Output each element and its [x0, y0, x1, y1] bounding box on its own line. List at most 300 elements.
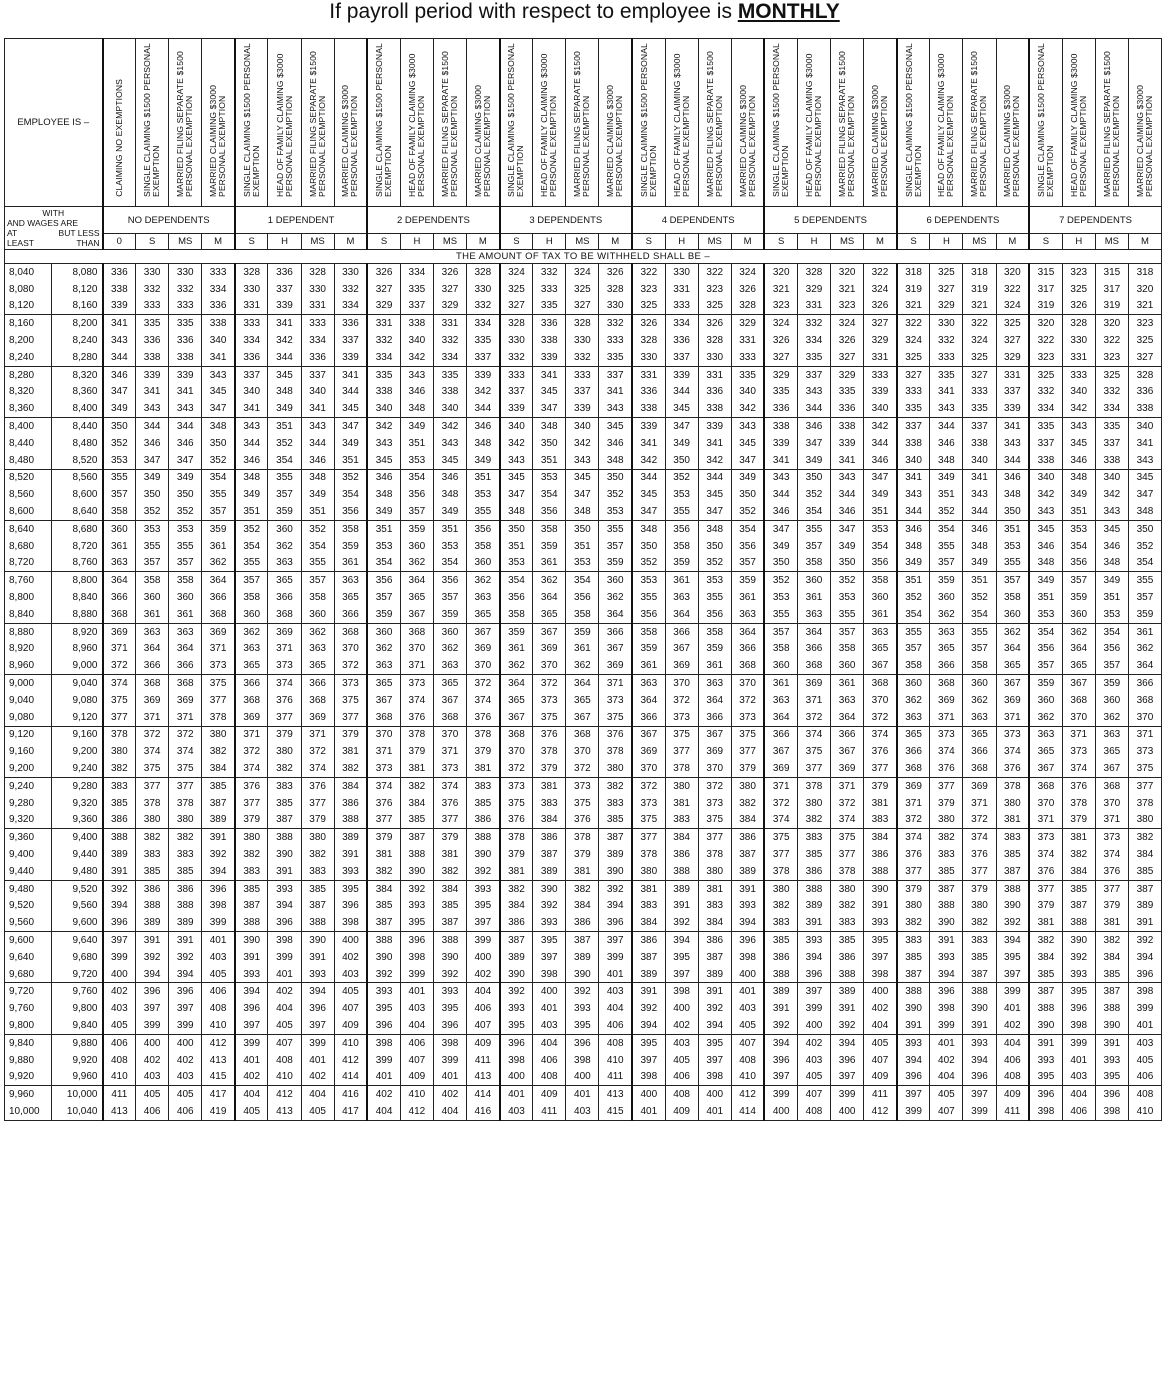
wages-but-less-than: 8,800: [52, 572, 103, 589]
tax-amount-cell: 383: [698, 897, 731, 914]
tax-amount-cell: 383: [665, 812, 698, 829]
tax-amount-cell: 406: [599, 1017, 632, 1034]
tax-amount-cell: 392: [533, 897, 566, 914]
tax-amount-cell: 344: [235, 435, 268, 452]
tax-amount-cell: 367: [1095, 760, 1128, 777]
tax-amount-cell: 327: [500, 298, 533, 315]
tax-amount-cell: 373: [334, 675, 367, 692]
tax-amount-cell: 415: [202, 1068, 235, 1085]
tax-amount-cell: 325: [1095, 366, 1128, 383]
tax-amount-cell: 380: [235, 829, 268, 846]
tax-amount-cell: 374: [301, 760, 334, 777]
tax-amount-cell: 353: [1095, 606, 1128, 623]
tax-amount-cell: 380: [301, 829, 334, 846]
wages-but-less-than: 9,440: [52, 846, 103, 863]
tax-amount-cell: 396: [930, 983, 963, 1000]
tax-amount-cell: 350: [169, 486, 202, 503]
tax-amount-cell: 343: [169, 400, 202, 417]
tax-amount-cell: 412: [268, 1086, 301, 1103]
table-row: [5, 914, 1162, 931]
tax-amount-cell: 387: [1029, 983, 1062, 1000]
tax-amount-cell: 383: [764, 914, 797, 931]
wages-at-least: 9,560: [5, 914, 52, 931]
tax-amount-cell: 412: [334, 1052, 367, 1069]
tax-amount-cell: 374: [764, 812, 797, 829]
tax-amount-cell: 357: [1029, 657, 1062, 674]
tax-amount-cell: 350: [996, 503, 1029, 520]
tax-amount-cell: 379: [1029, 897, 1062, 914]
tax-amount-cell: 389: [599, 846, 632, 863]
tax-amount-cell: 340: [235, 384, 268, 401]
tax-amount-cell: 342: [1062, 400, 1095, 417]
tax-amount-cell: 401: [202, 932, 235, 949]
wages-at-least: 9,960: [5, 1086, 52, 1103]
tax-amount-cell: 373: [202, 657, 235, 674]
tax-amount-cell: 345: [731, 435, 764, 452]
tax-amount-cell: 352: [764, 572, 797, 589]
wages-but-less-than: 8,920: [52, 623, 103, 640]
tax-amount-cell: 373: [400, 675, 433, 692]
tax-amount-cell: 353: [400, 452, 433, 469]
tax-amount-cell: 367: [1062, 675, 1095, 692]
tax-amount-cell: 348: [202, 418, 235, 435]
tax-amount-cell: 379: [533, 760, 566, 777]
tax-amount-cell: 374: [897, 829, 930, 846]
tax-amount-cell: 363: [103, 555, 136, 572]
tax-amount-cell: 406: [169, 1103, 202, 1120]
tax-amount-cell: 365: [400, 589, 433, 606]
tax-amount-cell: 378: [599, 743, 632, 760]
tax-amount-cell: 362: [1095, 709, 1128, 726]
tax-amount-cell: 365: [897, 726, 930, 743]
tax-amount-cell: 342: [698, 452, 731, 469]
tax-amount-cell: 330: [665, 264, 698, 281]
tax-amount-cell: 364: [698, 692, 731, 709]
tax-amount-cell: 379: [731, 760, 764, 777]
column-header-2-s: [367, 39, 400, 207]
tax-amount-cell: 409: [533, 1086, 566, 1103]
tax-amount-cell: 324: [864, 281, 897, 298]
tax-amount-cell: 377: [764, 846, 797, 863]
tax-amount-cell: 395: [533, 932, 566, 949]
tax-amount-cell: 358: [136, 572, 169, 589]
tax-amount-cell: 359: [268, 503, 301, 520]
tax-amount-cell: 349: [169, 469, 202, 486]
column-code: 0: [103, 234, 136, 250]
tax-amount-cell: 324: [500, 264, 533, 281]
tax-amount-cell: 383: [930, 846, 963, 863]
tax-amount-cell: 346: [169, 435, 202, 452]
tax-amount-cell: 394: [599, 897, 632, 914]
tax-amount-cell: 375: [731, 726, 764, 743]
tax-amount-cell: 404: [864, 1017, 897, 1034]
tax-amount-cell: 362: [433, 641, 466, 658]
tax-amount-cell: 345: [268, 366, 301, 383]
tax-amount-cell: 376: [864, 743, 897, 760]
table-row: [5, 332, 1162, 349]
tax-amount-cell: 341: [963, 469, 996, 486]
tax-amount-cell: 344: [831, 486, 864, 503]
tax-amount-cell: 349: [367, 503, 400, 520]
tax-amount-cell: 334: [1095, 400, 1128, 417]
tax-amount-cell: 326: [433, 264, 466, 281]
wages-at-least: 9,320: [5, 812, 52, 829]
tax-amount-cell: 329: [930, 298, 963, 315]
tax-amount-cell: 366: [831, 726, 864, 743]
tax-amount-cell: 370: [1029, 795, 1062, 812]
tax-amount-cell: 378: [400, 726, 433, 743]
tax-amount-cell: 362: [268, 538, 301, 555]
tax-amount-cell: 397: [103, 932, 136, 949]
tax-amount-cell: 353: [996, 538, 1029, 555]
tax-amount-cell: 372: [500, 760, 533, 777]
tax-amount-cell: 348: [235, 469, 268, 486]
tax-amount-cell: 365: [864, 641, 897, 658]
tax-amount-cell: 370: [400, 641, 433, 658]
tax-amount-cell: 354: [202, 469, 235, 486]
tax-amount-cell: 332: [500, 349, 533, 366]
column-header-text: HEAD OF FAMILY CLAIMING $3000 PERSONAL EXEMPTION: [936, 53, 956, 197]
tax-amount-cell: 369: [268, 623, 301, 640]
tax-amount-cell: 364: [103, 572, 136, 589]
tax-amount-cell: 384: [500, 897, 533, 914]
tax-amount-cell: 381: [1095, 914, 1128, 931]
tax-amount-cell: 395: [665, 949, 698, 966]
table-row: [5, 400, 1162, 417]
tax-amount-cell: 333: [731, 349, 764, 366]
tax-amount-cell: 366: [136, 657, 169, 674]
tax-amount-cell: 396: [268, 914, 301, 931]
tax-amount-cell: 360: [1095, 692, 1128, 709]
tax-amount-cell: 338: [169, 349, 202, 366]
tax-amount-cell: 361: [831, 675, 864, 692]
tax-amount-cell: 370: [1062, 709, 1095, 726]
wages-at-least: 9,400: [5, 846, 52, 863]
tax-amount-cell: 338: [202, 315, 235, 332]
column-code: M: [334, 234, 367, 250]
tax-amount-cell: 395: [698, 1034, 731, 1051]
wages-but-less-than: 9,160: [52, 726, 103, 743]
tax-amount-cell: 413: [467, 1068, 500, 1085]
tax-amount-cell: 352: [599, 486, 632, 503]
tax-amount-cell: 361: [334, 555, 367, 572]
tax-amount-cell: 384: [864, 829, 897, 846]
tax-amount-cell: 327: [367, 281, 400, 298]
wages-at-least: 9,160: [5, 743, 52, 760]
tax-amount-cell: 358: [169, 572, 202, 589]
tax-amount-cell: 368: [566, 726, 599, 743]
tax-amount-cell: 345: [533, 384, 566, 401]
tax-amount-cell: 360: [169, 589, 202, 606]
tax-amount-cell: 350: [632, 538, 665, 555]
tax-amount-cell: 348: [996, 486, 1029, 503]
wages-at-least: 9,120: [5, 726, 52, 743]
tax-amount-cell: 371: [831, 777, 864, 794]
tax-amount-cell: 337: [1029, 435, 1062, 452]
tax-amount-cell: 380: [731, 777, 764, 794]
tax-amount-cell: 402: [665, 1017, 698, 1034]
tax-amount-cell: 349: [433, 503, 466, 520]
tax-amount-cell: 391: [334, 846, 367, 863]
tax-amount-cell: 355: [235, 555, 268, 572]
column-header-text: HEAD OF FAMILY CLAIMING $3000 PERSONAL EXEMPTION: [539, 53, 559, 197]
tax-amount-cell: 362: [897, 692, 930, 709]
tax-amount-cell: 403: [566, 1103, 599, 1120]
tax-amount-cell: 325: [632, 298, 665, 315]
table-row: [5, 897, 1162, 914]
tax-amount-cell: 391: [632, 983, 665, 1000]
tax-amount-cell: 379: [334, 726, 367, 743]
tax-amount-cell: 344: [930, 418, 963, 435]
tax-amount-cell: 376: [500, 812, 533, 829]
tax-amount-cell: 400: [500, 1068, 533, 1085]
tax-amount-cell: 363: [930, 623, 963, 640]
tax-amount-cell: 380: [632, 863, 665, 880]
tax-amount-cell: 350: [764, 555, 797, 572]
tax-amount-cell: 361: [103, 538, 136, 555]
tax-amount-cell: 358: [831, 641, 864, 658]
tax-amount-cell: 382: [1128, 829, 1161, 846]
wages-at-least: 9,760: [5, 1000, 52, 1017]
tax-amount-cell: 371: [963, 795, 996, 812]
wages-at-least: 9,640: [5, 949, 52, 966]
tax-amount-cell: 346: [1095, 538, 1128, 555]
tax-amount-cell: 376: [235, 777, 268, 794]
tax-amount-cell: 368: [301, 692, 334, 709]
tax-amount-cell: 358: [632, 623, 665, 640]
tax-amount-cell: 368: [334, 623, 367, 640]
tax-amount-cell: 413: [103, 1103, 136, 1120]
tax-amount-cell: 346: [1062, 452, 1095, 469]
tax-amount-cell: 393: [897, 1034, 930, 1051]
tax-amount-cell: 365: [930, 641, 963, 658]
column-header-6-m: [996, 39, 1029, 207]
tax-amount-cell: 346: [930, 435, 963, 452]
tax-amount-cell: 340: [963, 452, 996, 469]
tax-amount-cell: 397: [963, 1086, 996, 1103]
tax-amount-cell: 348: [1095, 555, 1128, 572]
tax-amount-cell: 411: [533, 1103, 566, 1120]
tax-amount-cell: 335: [599, 349, 632, 366]
tax-amount-cell: 354: [301, 538, 334, 555]
tax-amount-cell: 403: [665, 1034, 698, 1051]
tax-amount-cell: 335: [467, 332, 500, 349]
wages-at-least: 9,920: [5, 1068, 52, 1085]
tax-amount-cell: 357: [731, 555, 764, 572]
tax-amount-cell: 391: [136, 932, 169, 949]
column-code: S: [367, 234, 400, 250]
tax-amount-cell: 357: [235, 572, 268, 589]
tax-amount-cell: 343: [1095, 503, 1128, 520]
tax-amount-cell: 374: [1029, 846, 1062, 863]
tax-amount-cell: 352: [334, 469, 367, 486]
tax-amount-cell: 355: [665, 503, 698, 520]
tax-amount-cell: 349: [1029, 572, 1062, 589]
tax-amount-cell: 366: [963, 743, 996, 760]
tax-amount-cell: 384: [698, 914, 731, 931]
tax-amount-cell: 349: [831, 538, 864, 555]
tax-amount-cell: 378: [566, 829, 599, 846]
tax-amount-cell: 352: [169, 503, 202, 520]
tax-amount-cell: 342: [864, 418, 897, 435]
tax-amount-cell: 354: [930, 520, 963, 537]
dependents-group-header: 2 DEPENDENTS: [367, 207, 499, 234]
tax-amount-cell: 401: [698, 1103, 731, 1120]
tax-amount-cell: 375: [1128, 760, 1161, 777]
column-header-5-ms: [831, 39, 864, 207]
tax-amount-cell: 340: [731, 384, 764, 401]
tax-amount-cell: 361: [665, 572, 698, 589]
tax-amount-cell: 356: [500, 589, 533, 606]
tax-amount-cell: 363: [235, 641, 268, 658]
tax-amount-cell: 361: [566, 641, 599, 658]
tax-amount-cell: 382: [1095, 932, 1128, 949]
tax-amount-cell: 337: [963, 418, 996, 435]
tax-amount-cell: 334: [367, 349, 400, 366]
tax-amount-cell: 352: [930, 503, 963, 520]
tax-amount-cell: 382: [268, 760, 301, 777]
wages-but-less-than: 8,280: [52, 349, 103, 366]
tax-amount-cell: 366: [698, 709, 731, 726]
tax-amount-cell: 402: [433, 1086, 466, 1103]
tax-amount-cell: 380: [698, 863, 731, 880]
tax-amount-cell: 380: [665, 777, 698, 794]
tax-amount-cell: 330: [930, 315, 963, 332]
amount-header: THE AMOUNT OF TAX TO BE WITHHELD SHALL BE –: [5, 250, 1162, 264]
tax-amount-cell: 394: [103, 897, 136, 914]
tax-amount-cell: 338: [103, 281, 136, 298]
tax-amount-cell: 414: [467, 1086, 500, 1103]
tax-amount-cell: 390: [996, 897, 1029, 914]
tax-amount-cell: 397: [632, 1052, 665, 1069]
tax-amount-cell: 346: [400, 384, 433, 401]
tax-amount-cell: 386: [731, 829, 764, 846]
tax-amount-cell: 391: [897, 1017, 930, 1034]
tax-amount-cell: 357: [202, 503, 235, 520]
tax-amount-cell: 395: [500, 1017, 533, 1034]
tax-amount-cell: 374: [797, 726, 830, 743]
tax-amount-cell: 335: [930, 366, 963, 383]
wages-at-least: 8,840: [5, 606, 52, 623]
tax-amount-cell: 364: [632, 692, 665, 709]
tax-amount-cell: 352: [235, 520, 268, 537]
tax-amount-cell: 380: [268, 743, 301, 760]
column-header-text: MARRIED FILING SEPARATE $1500 PERSONAL EXEMPTION: [439, 51, 459, 197]
tax-amount-cell: 395: [1062, 983, 1095, 1000]
tax-amount-cell: 391: [1029, 1034, 1062, 1051]
wages-at-least: 9,040: [5, 692, 52, 709]
tax-amount-cell: 396: [301, 1000, 334, 1017]
table-row: [5, 1086, 1162, 1103]
tax-amount-cell: 407: [467, 1017, 500, 1034]
tax-amount-cell: 355: [1128, 572, 1161, 589]
tax-amount-cell: 403: [103, 1000, 136, 1017]
table-row: [5, 503, 1162, 520]
tax-amount-cell: 348: [1062, 469, 1095, 486]
tax-amount-cell: 385: [136, 863, 169, 880]
tax-amount-cell: 377: [632, 829, 665, 846]
title-period: MONTHLY: [737, 0, 840, 23]
tax-amount-cell: 328: [731, 298, 764, 315]
wages-but-less-than: 8,880: [52, 606, 103, 623]
tax-amount-cell: 363: [665, 589, 698, 606]
table-row: [5, 675, 1162, 692]
tax-amount-cell: 337: [467, 349, 500, 366]
tax-amount-cell: 354: [235, 538, 268, 555]
tax-amount-cell: 385: [930, 863, 963, 880]
tax-amount-cell: 399: [169, 1017, 202, 1034]
tax-amount-cell: 362: [533, 572, 566, 589]
tax-amount-cell: 398: [1095, 1103, 1128, 1120]
tax-amount-cell: 391: [797, 914, 830, 931]
tax-amount-cell: 340: [864, 400, 897, 417]
tax-amount-cell: 376: [433, 795, 466, 812]
tax-amount-cell: 406: [136, 1103, 169, 1120]
tax-amount-cell: 332: [566, 349, 599, 366]
tax-amount-cell: 405: [334, 983, 367, 1000]
tax-amount-cell: 347: [500, 486, 533, 503]
tax-amount-cell: 376: [533, 726, 566, 743]
tax-amount-cell: 403: [1128, 1034, 1161, 1051]
tax-amount-cell: 327: [831, 349, 864, 366]
tax-amount-cell: 408: [1128, 1086, 1161, 1103]
tax-amount-cell: 407: [268, 1034, 301, 1051]
column-header-text: HEAD OF FAMILY CLAIMING $3000 PERSONAL EXEMPTION: [804, 53, 824, 197]
tax-amount-cell: 336: [533, 315, 566, 332]
tax-amount-cell: 406: [202, 983, 235, 1000]
tax-amount-cell: 401: [1128, 1017, 1161, 1034]
tax-amount-cell: 384: [1029, 949, 1062, 966]
tax-amount-cell: 357: [1128, 589, 1161, 606]
at-least-label-1: AT: [7, 228, 18, 238]
tax-amount-cell: 375: [533, 709, 566, 726]
tax-amount-cell: 350: [136, 486, 169, 503]
tax-amount-cell: 408: [103, 1052, 136, 1069]
tax-amount-cell: 368: [897, 760, 930, 777]
tax-amount-cell: 392: [500, 983, 533, 1000]
column-header-1-h: [268, 39, 301, 207]
tax-amount-cell: 388: [433, 932, 466, 949]
tax-amount-cell: 319: [1095, 298, 1128, 315]
tax-amount-cell: 372: [566, 760, 599, 777]
tax-amount-cell: 372: [136, 726, 169, 743]
tax-amount-cell: 346: [1029, 538, 1062, 555]
tax-amount-cell: 339: [334, 349, 367, 366]
tax-amount-cell: 402: [136, 1052, 169, 1069]
tax-amount-cell: 374: [864, 726, 897, 743]
tax-amount-cell: 330: [599, 298, 632, 315]
tax-amount-cell: 352: [632, 555, 665, 572]
tax-amount-cell: 396: [103, 914, 136, 931]
tax-amount-cell: 366: [599, 623, 632, 640]
tax-amount-cell: 355: [897, 623, 930, 640]
tax-amount-cell: 350: [500, 520, 533, 537]
tax-amount-cell: 397: [797, 983, 830, 1000]
tax-amount-cell: 380: [136, 812, 169, 829]
tax-amount-cell: 349: [136, 469, 169, 486]
tax-amount-cell: 330: [632, 349, 665, 366]
dependents-group-header: 4 DEPENDENTS: [632, 207, 764, 234]
tax-amount-cell: 365: [996, 657, 1029, 674]
tax-amount-cell: 326: [831, 332, 864, 349]
tax-amount-cell: 354: [897, 606, 930, 623]
tax-amount-cell: 402: [467, 966, 500, 983]
tax-amount-cell: 399: [301, 1034, 334, 1051]
tax-amount-cell: 368: [1029, 777, 1062, 794]
wages-at-least: 8,040: [5, 264, 52, 281]
tax-amount-cell: 356: [533, 503, 566, 520]
tax-amount-cell: 409: [996, 1086, 1029, 1103]
